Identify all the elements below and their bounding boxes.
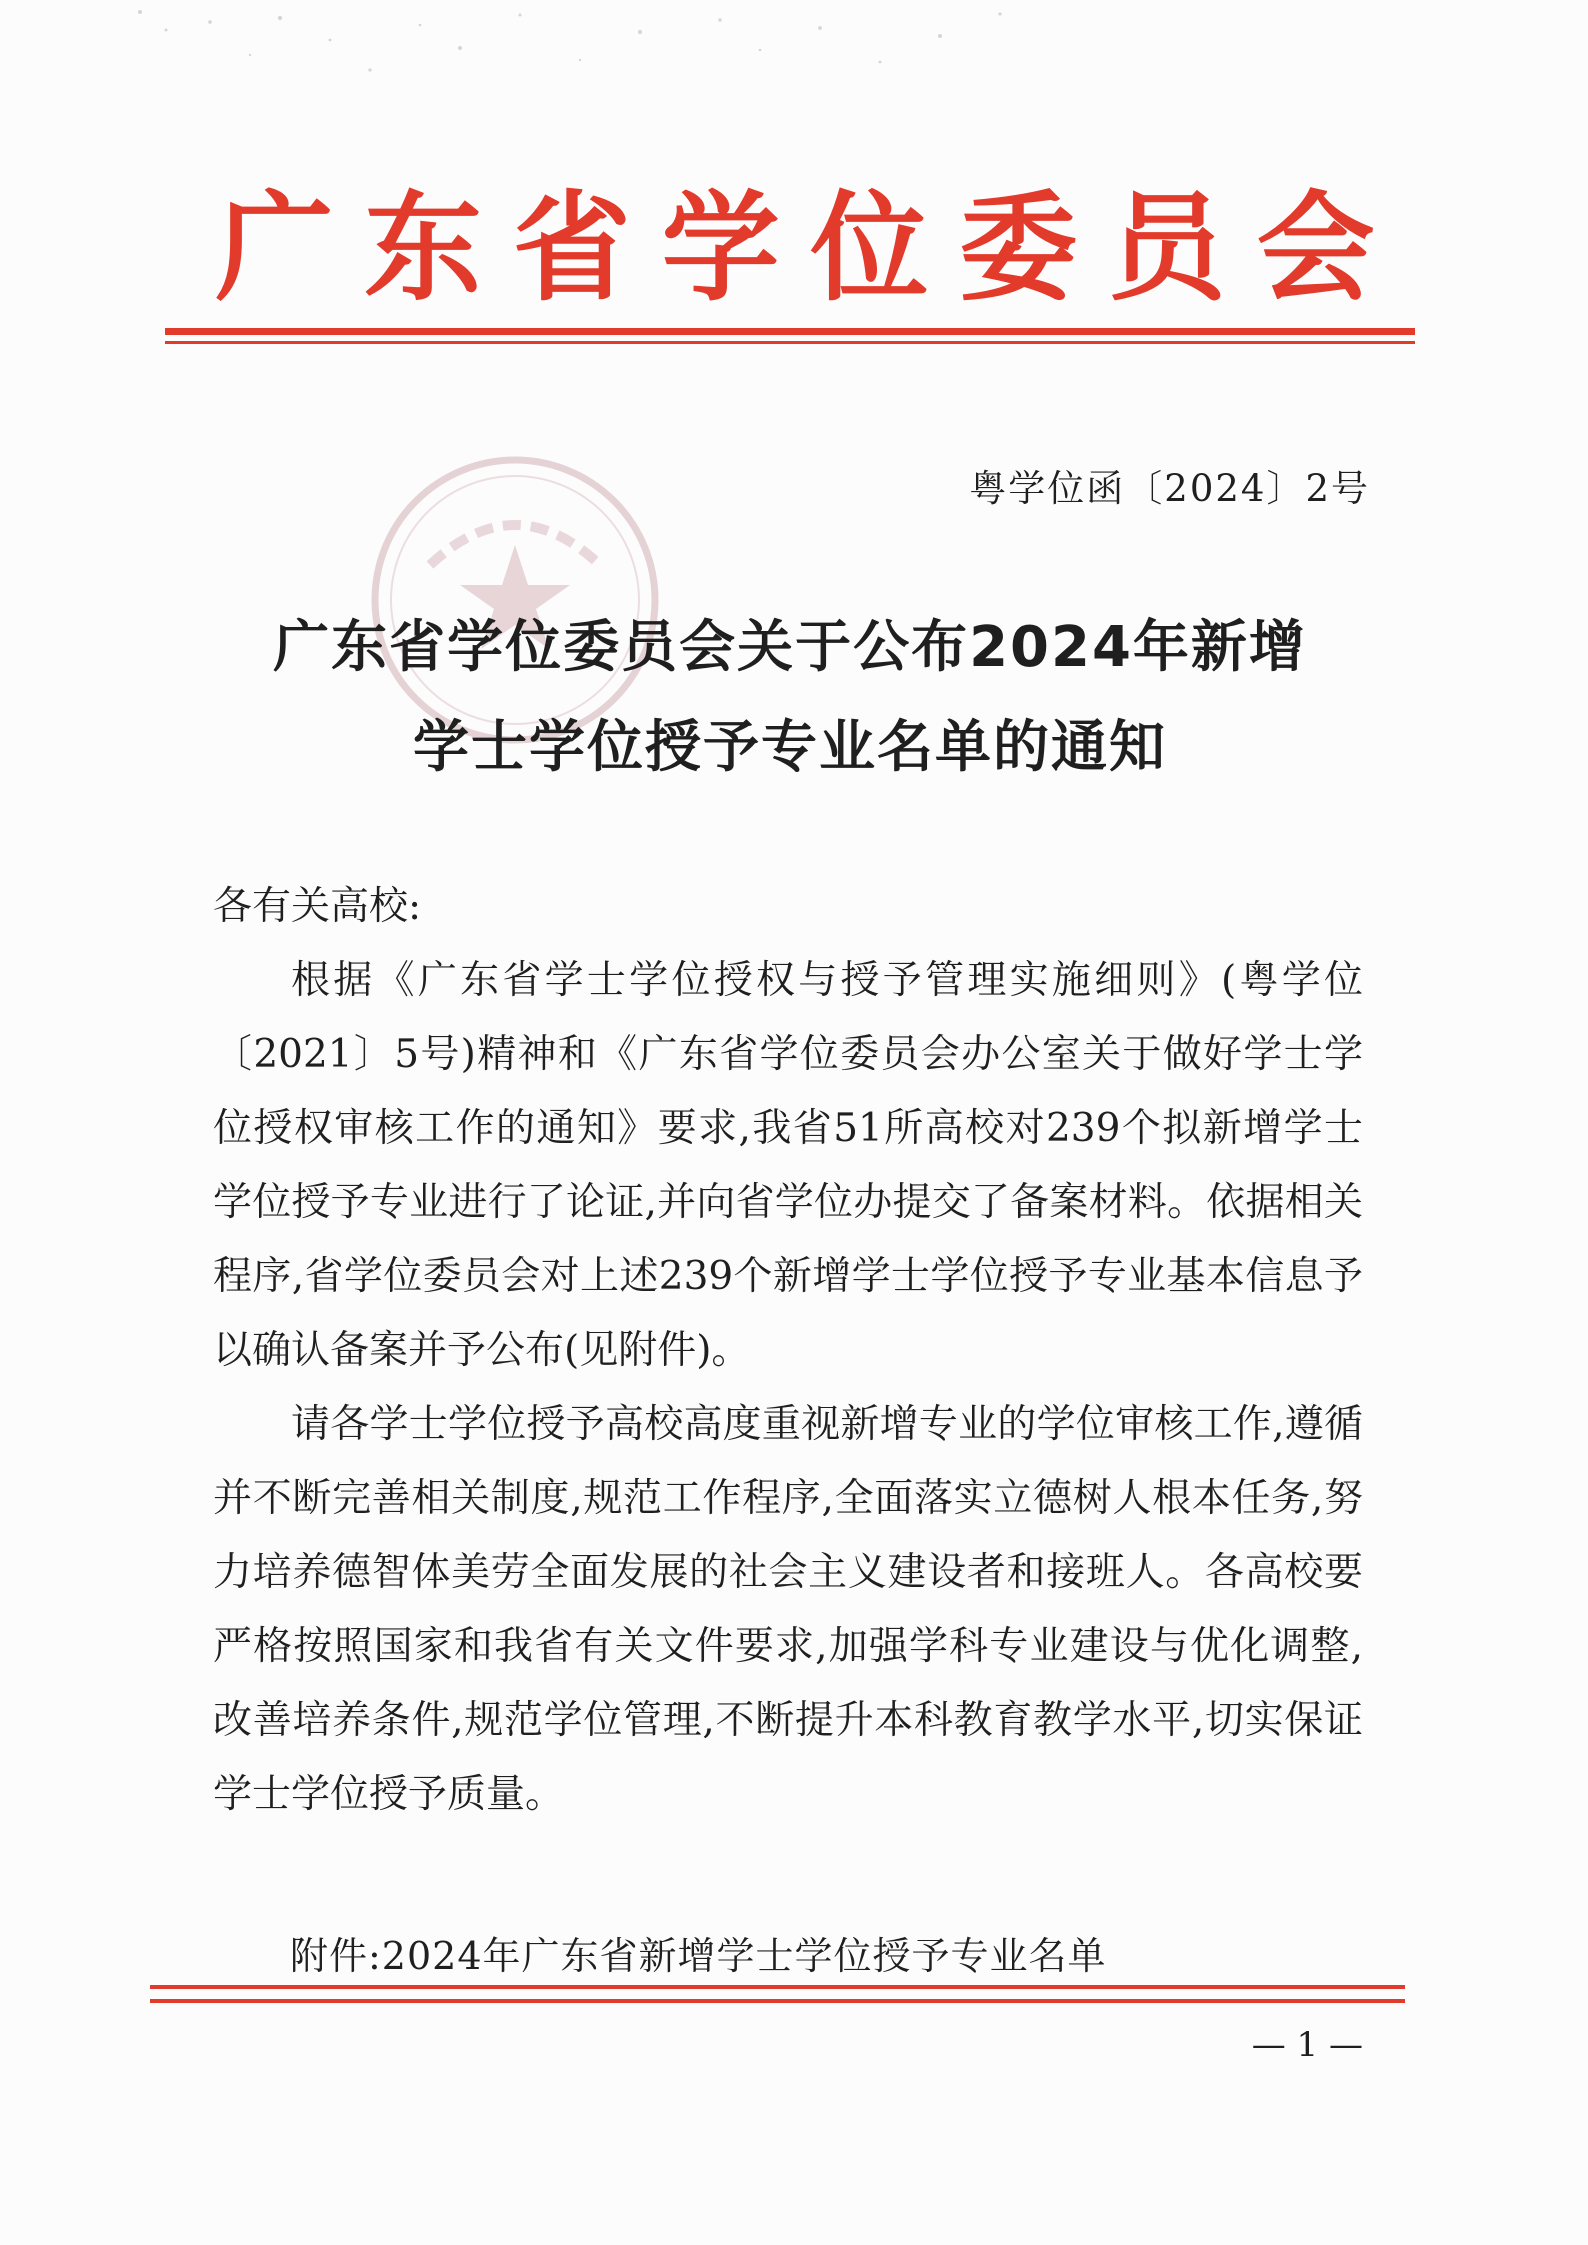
- org-title-char: 广: [215, 178, 334, 317]
- org-title-char: 委: [959, 178, 1078, 317]
- body-paragraph: 请各学士学位授予高校高度重视新增专业的学位审核工作,遵循并不断完善相关制度,规范工作程序,全面落实立德树人根本任务,努力培养德智体美劳全面发展的社会主义建设者和接班人。各高校要严格按照国家和我省有关文件要求,加强学科专业建设与优化调整,改善培养条件,规范学位管理,不断提升本科教育教学水平,切实保证学士学位授予质量。: [213, 1402, 1363, 1817]
- org-title-char: 位: [810, 178, 929, 317]
- document-number: 粤学位函〔2024〕2号: [969, 467, 1370, 510]
- document-body: [213, 870, 1363, 1832]
- document-title: [180, 598, 1400, 798]
- footer-red-rule: [150, 1985, 1405, 2003]
- header-rule-thick: [165, 328, 1415, 335]
- footer-rule-line: [150, 1985, 1405, 1989]
- org-title-char: 会: [1256, 178, 1375, 317]
- scan-noise: [120, 0, 1100, 90]
- org-title-char: 员: [1107, 178, 1226, 317]
- body-paragraph: 根据《广东省学士学位授权与授予管理实施细则》(粤学位〔2021〕5号)精神和《广东省学位委员会办公室关于做好学士学位授权审核工作的通知》要求,我省51所高校对239个拟新增学士学位授予专业进行了论证,并向省学位办提交了备案材料。依据相关程序,省学位委员会对上述239个新增学士学位授予专业基本信息予以确认备案并予公布(见附件)。: [213, 958, 1363, 1373]
- issuing-organization-title: [200, 168, 1390, 328]
- footer-rule-line: [150, 1999, 1405, 2003]
- salutation: 各有关高校:: [213, 884, 422, 929]
- org-title-char: 省: [512, 178, 631, 317]
- attachment-note: 附件:2024年广东省新增学士学位授予专业名单: [290, 1934, 1107, 1978]
- header-red-rule: [165, 328, 1415, 344]
- document-title-line2: 学士学位授予专业名单的通知: [413, 715, 1167, 780]
- header-rule-thin: [165, 341, 1415, 344]
- page-number: — 1 —: [1251, 2025, 1363, 2065]
- document-title-line1: 广东省学位委员会关于公布2024年新增: [273, 615, 1307, 680]
- org-title-char: 东: [364, 178, 483, 317]
- org-title-char: 学: [661, 178, 780, 317]
